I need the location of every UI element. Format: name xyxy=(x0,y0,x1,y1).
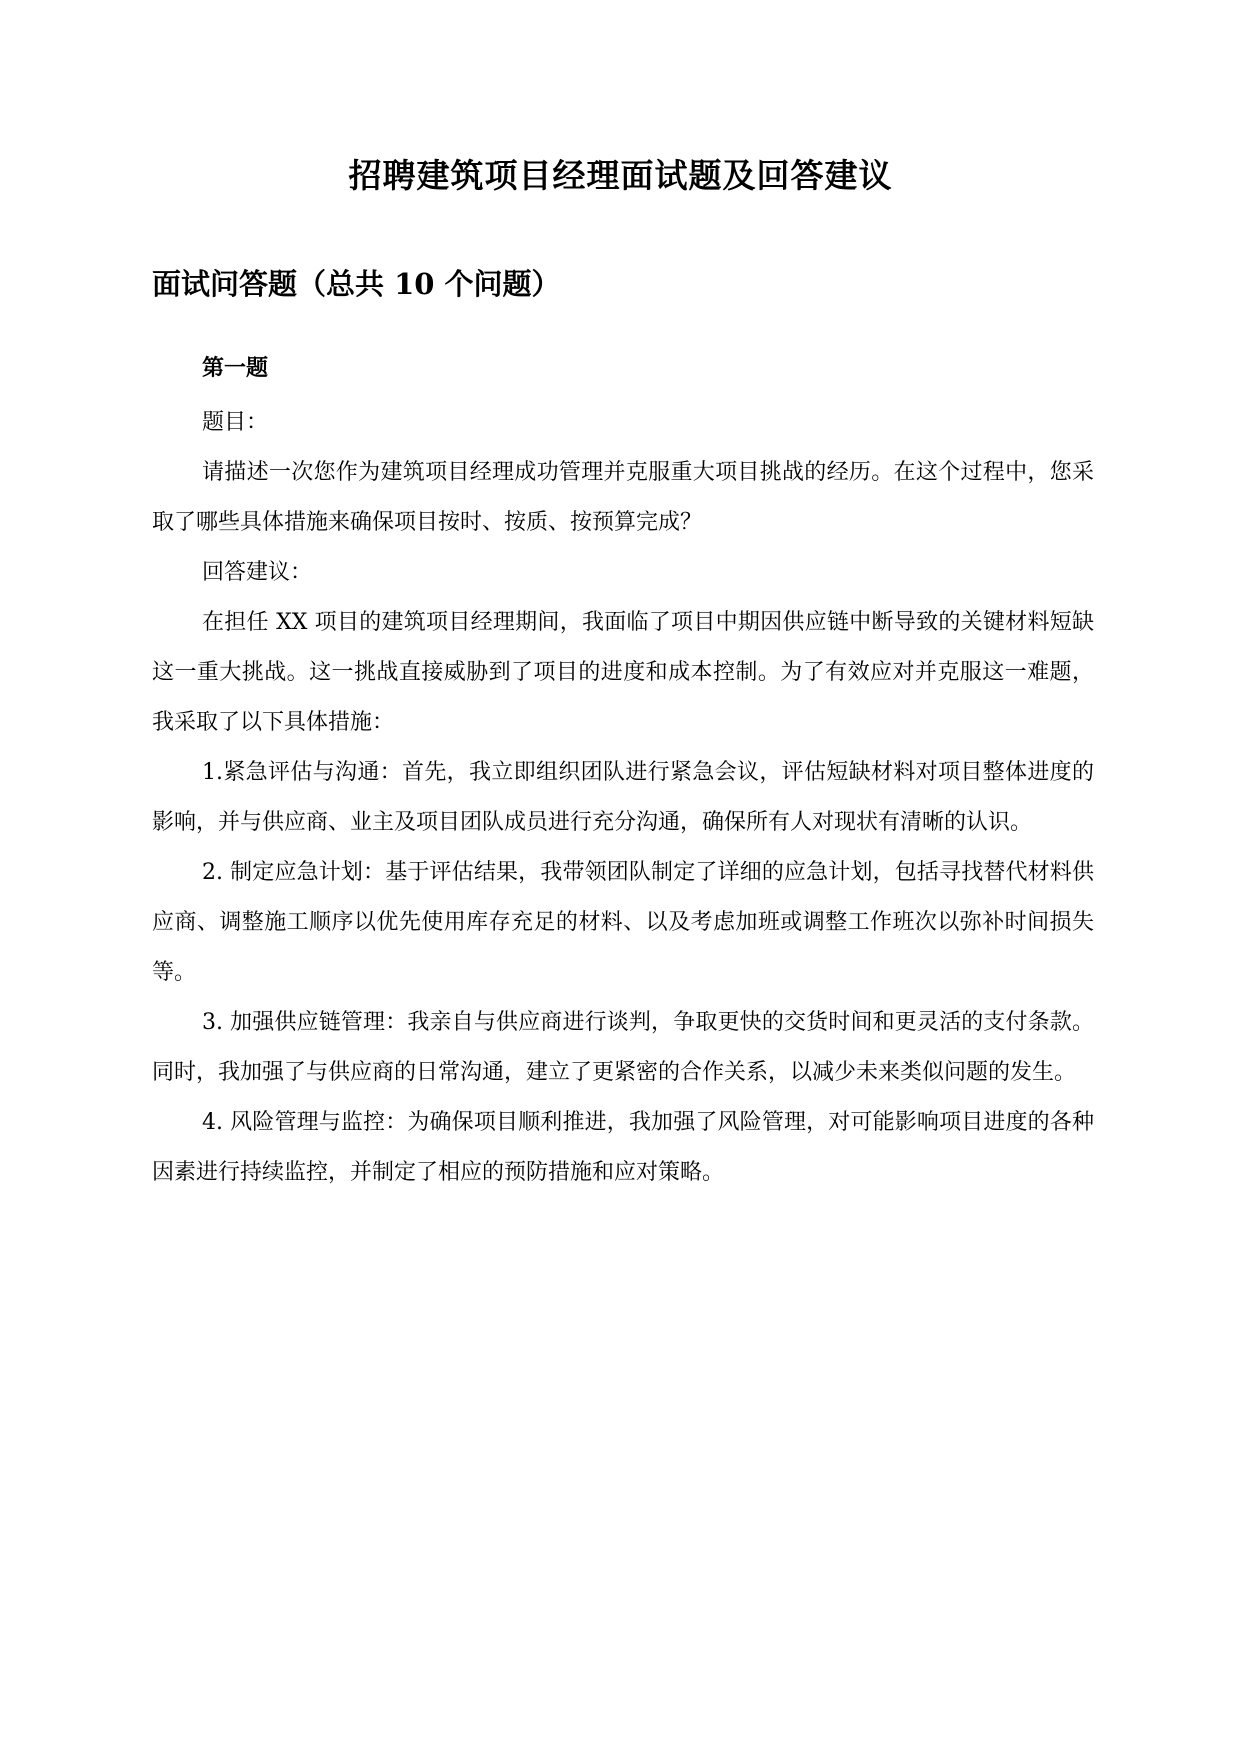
measure-paragraph: 3. 加强供应链管理：我亲自与供应商进行谈判，争取更快的交货时间和更灵活的支付条款。同时，我加强了与供应商的日常沟通，建立了更紧密的合作关系，以减少未来类似问题的发生。 xyxy=(152,1010,1094,1085)
measure-paragraph: 1.紧急评估与沟通：首先，我立即组织团队进行紧急会议，评估短缺材料对项目整体进度的影响，并与供应商、业主及项目团队成员进行充分沟通，确保所有人对现状有清晰的认识。 xyxy=(152,760,1094,835)
answer-label: 回答建议： xyxy=(202,560,313,585)
answer-intro: 在担任 XX 项目的建筑项目经理期间，我面临了项目中期因供应链中断导致的关键材料短缺这一重大挑战。这一挑战直接威胁到了项目的进度和成本控制。为了有效应对并克服这一难题，我采取了以下具体措施： xyxy=(152,610,1094,735)
measure-paragraph: 2. 制定应急计划：基于评估结果，我带领团队制定了详细的应急计划，包括寻找替代材料供应商、调整施工顺序以优先使用库存充足的材料、以及考虑加班或调整工作班次以弥补时间损失等。 xyxy=(152,860,1094,985)
prompt-text: 请描述一次您作为建筑项目经理成功管理并克服重大项目挑战的经历。在这个过程中，您采取了哪些具体措施来确保项目按时、按质、按预算完成？ xyxy=(152,460,1094,535)
measure-paragraph: 4. 风险管理与监控：为确保项目顺利推进，我加强了风险管理，对可能影响项目进度的各种因素进行持续监控，并制定了相应的预防措施和应对策略。 xyxy=(152,1110,1094,1185)
document-title: 招聘建筑项目经理面试题及回答建议 xyxy=(348,156,893,195)
section-heading: 面试问答题（总共 10 个问题） xyxy=(152,267,561,301)
document-body xyxy=(152,398,1094,1198)
question-label: 第一题 xyxy=(202,355,269,381)
prompt-label: 题目： xyxy=(202,410,269,435)
